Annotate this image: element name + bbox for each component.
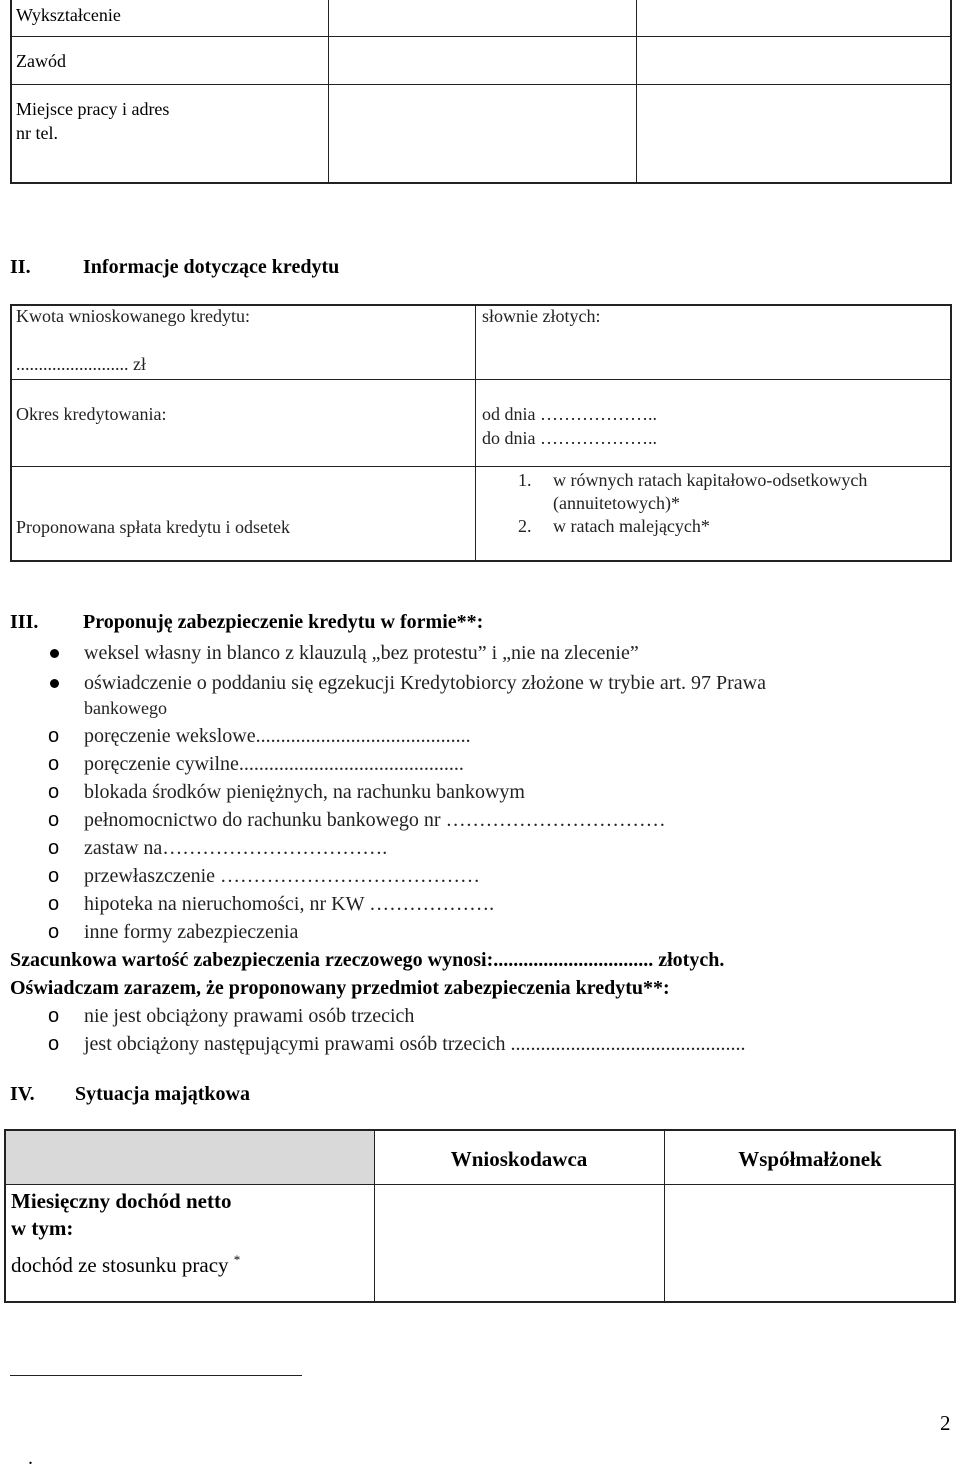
period-label: Okres kredytowania: [16,404,167,424]
option-circle-icon: o [48,837,60,859]
option-mortgage: hipoteka na nieruchomości, nr KW ………………. [84,893,495,915]
option-civil-surety: poręczenie cywilne............................................. [84,753,464,775]
credit-table-divider [475,304,476,562]
credit-table-rule-1 [10,379,952,380]
option-circle-icon: o [48,921,60,943]
option-pledge: zastaw na……………………………. [84,837,388,859]
amount-value: ......................... zł [16,354,146,374]
employment-income-label [11,1247,240,1278]
bullet-icon [50,649,59,658]
assets-table-rule [4,1184,956,1185]
top-table-rule-1 [10,36,952,37]
page-number: 2 [940,1411,951,1435]
collateral-valuation: Szacunkowa wartość zabezpieczenia rzeczowego wynosi:................................ złotych. [10,949,725,971]
footer-dot: . [28,1447,33,1469]
period-from: od dnia ……………….. [482,404,657,424]
repayment-option-2-number: 2. [518,516,532,536]
column-applicant: Wnioskodawca [450,1147,588,1171]
option-circle-icon: o [48,893,60,915]
collateral-promissory-note: weksel własny in blanco z klauzulą „bez protestu” i „nie na zlecenie” [84,642,639,664]
repayment-option-1-number: 1. [518,470,532,490]
section-4-number: IV. [10,1083,35,1105]
option-circle-icon: o [48,809,60,831]
option-other-collateral: inne formy zabezpieczenia [84,921,299,943]
option-circle-icon: o [48,865,60,887]
bullet-icon [50,679,59,688]
top-table-rule-2 [10,84,952,85]
amount-in-words-label: słownie złotych: [482,306,601,326]
option-circle-icon: o [48,1033,60,1055]
option-circle-icon: o [48,753,60,775]
repayment-label: Proponowana spłata kredytu i odsetek [16,517,290,537]
option-circle-icon: o [48,725,60,747]
option-funds-blockade: blokada środków pieniężnych, na rachunku bankowym [84,781,525,803]
section-2-title: Informacje dotyczące kredytu [83,256,340,278]
collateral-declaration: Oświadczam zarazem, że proponowany przedmiot zabezpieczenia kredytu**: [10,977,670,999]
section-2-number: II. [10,256,31,278]
collateral-enforcement-declaration-cont: bankowego [84,698,167,718]
repayment-option-2: w ratach malejących* [553,516,710,536]
section-3-title: Proponuję zabezpieczenie kredytu w formie**: [83,611,484,633]
repayment-option-1-cont: (annuitetowych)* [553,493,680,513]
credit-table-rule-2 [10,466,952,467]
declaration-unencumbered: nie jest obciążony prawami osób trzecich [84,1005,415,1027]
workplace-label: Miejsce pracy i adres [16,99,170,119]
top-table-divider-2 [636,0,637,184]
option-circle-icon: o [48,1005,60,1027]
occupation-label: Zawód [16,51,66,71]
column-spouse: Współmałżonek [738,1147,882,1171]
section-4-title: Sytuacja majątkowa [75,1083,250,1105]
top-table-frame [10,0,952,184]
net-income-label: Miesięczny dochód netto [11,1189,232,1213]
phone-label: nr tel. [16,123,58,143]
period-to: do dnia ……………….. [482,428,657,448]
amount-label: Kwota wnioskowanego kredytu: [16,306,250,326]
education-label: Wykształcenie [16,5,121,25]
employment-income-text: dochód ze stosunku pracy [11,1253,229,1277]
declaration-encumbered: jest obciążony następującymi prawami osób trzecich ............................................... [84,1033,746,1055]
footnote-separator [10,1375,302,1376]
footnote-marker: * [233,1252,241,1267]
collateral-enforcement-declaration: oświadczenie o poddaniu się egzekucji Kredytobiorcy złożone w trybie art. 97 Prawa [84,672,766,694]
repayment-option-1: w równych ratach kapitałowo-odsetkowych [553,470,868,490]
option-transfer-of-ownership: przewłaszczenie ………………………………… [84,865,481,887]
top-table-divider-1 [328,0,329,184]
section-3-number: III. [10,611,39,633]
option-circle-icon: o [48,781,60,803]
option-account-power-of-attorney: pełnomocnictwo do rachunku bankowego nr …………………………… [84,809,666,831]
including-label: w tym: [11,1216,74,1240]
option-bill-surety: poręczenie wekslowe........................................... [84,725,471,747]
